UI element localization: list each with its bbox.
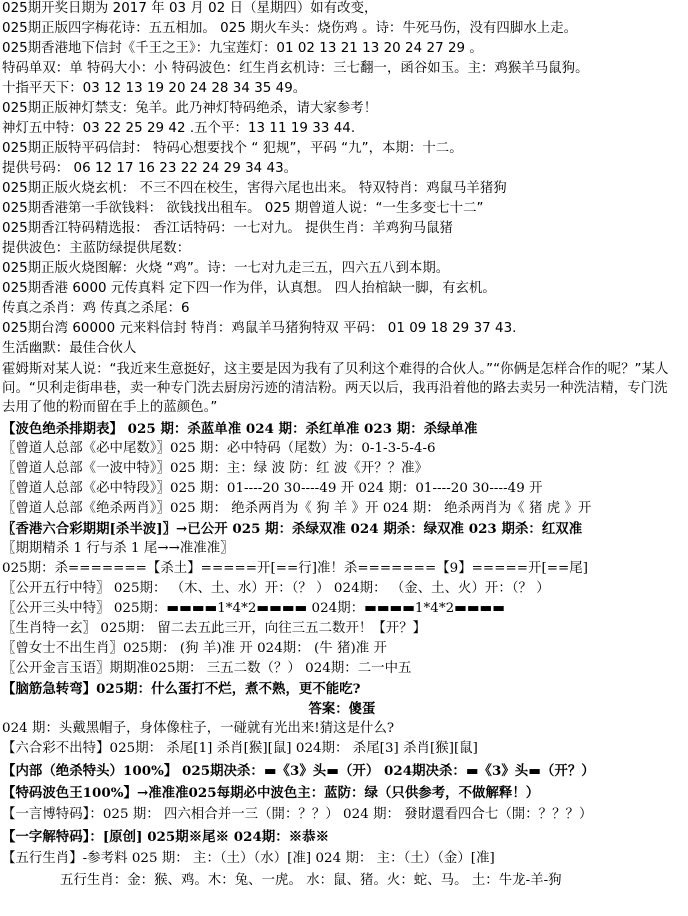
ms-zeng-line: 〖曾女士不出生肖〗025期： (狗 羊)准 开 024期： (牛 猪)准 开 [2, 641, 387, 656]
ten-fingers-line: 十指平天下：03 12 13 19 20 24 28 34 35 49。 [2, 81, 307, 96]
provided-numbers-line: 提供号码： 06 12 17 16 23 22 24 29 34 43。 [2, 161, 298, 176]
lamp-forbid-line: 025期正版神灯禁支：兔羊。此乃神灯特码绝杀，请大家参考！ [2, 101, 378, 116]
must-segment-line: 〖曾道人总部《必中特段》〗025 期：01----20 30----49 开 024 期：01----20 30----49 开 [2, 481, 543, 496]
hk-half-wave-line: 〖香港六合彩期期[杀半波]〗→已公开 025 期：杀绿双准 024 期杀：绿双准 023 期杀：红双准 [2, 521, 583, 537]
fire-diagram-line: 025期正版火烧图解：火烧 “鸡”。诗：一七对九走三五，四六五八到本期。 [2, 261, 450, 276]
fire-mystery-line: 025期正版火烧玄机： 不三不四在校生，害得六尾也出来。 特双特肖：鸡鼠马羊猪狗 [2, 181, 507, 196]
special-code-attributes-line: 特码单双：单 特码大小：小 特码波色：红生肖玄机诗：三七翻一，函谷如玉。主：鸡猴羊马鼠狗。 [2, 61, 589, 76]
three-heads-line: 〖公开三头中特〗 025期：▬▬▬▬1*4*2▬▬▬▬ 024期：▬▬▬▬1*4*2▬▬▬▬ [2, 601, 505, 616]
one-char-line: 【一字解特码】：[原创] 025期※尾※ 024期：※恭※ [2, 829, 330, 845]
golden-words-line: 〖公开金言玉语〗期期准025期： 三五二数（？） 024期：二一中五 [2, 661, 412, 676]
riddle-024-line: 024 期：头戴黑帽子，身体像柱子，一碰就有光出来!猜这是什么? [2, 721, 395, 736]
wave-kill-schedule-line: 【波色绝杀排期表】 025 期：杀蓝单准 024 期：杀红单准 023 期：杀绿单准 [2, 421, 478, 437]
humor-story-paragraph: 霍姆斯对某人说：“我近来生意挺好，这主要是因为我有了贝利这个难得的合伙人。”“你俩是怎样合作的呢？”某人问。“贝利走街串巷，卖一种专门洗去厨房污迹的清洁粉。两天以后，我再沿着他的路去卖另一种洗洁精，专门洗去用了他的粉而留在手上的蓝颜色。” [2, 362, 669, 415]
fax-kill-line: 传真之杀肖：鸡 传真之杀尾：6 [2, 301, 190, 316]
hk-underground-letter-line: 025期香港地下信封《千王之王》：九宝莲灯：01 02 13 21 13 20 24 27 29 。 [2, 41, 483, 56]
xiangjiang-report-line: 025期香江特码精选报： 香江话特码：一七对九。 提供生肖：羊鸡狗马鼠猪 [2, 221, 453, 236]
plum-poem-line: 025期正版四字梅花诗：五五相加。 025 期火车头：烧伤鸡 。诗：牛死马伤，没有四脚水上走。 [2, 21, 578, 36]
one-wave-line: 〖曾道人总部《一波中特》〗025 期：主：绿 波 防：红 波《开？？准》 [2, 461, 429, 476]
five-elements-line: 〖公开五行中特〗 025期： （木、土、水）开：（？ ） 024期： （金、土、火）开：（？ ） [2, 581, 550, 596]
zodiac-mystery-line: 〖生肖特一玄〗 025期： 留二去五此三开，向往三五二数开！【开？】 [2, 621, 427, 636]
wave-king-line: 【特码波色王100%】→准准准025每期必中波色主：蓝防：绿（只供参考，不做解释！） [2, 785, 540, 801]
must-tail-line: 〖曾道人总部《必中尾数》〗025 期：必中特码（尾数）为：0-1-3-5-4-6 [2, 441, 436, 456]
lamp-five-picks-line: 神灯五中特：03 22 25 29 42 .五个平：13 11 19 33 44. [2, 121, 356, 136]
taiwan-letter-line: 025期台湾 60000 元来料信封 特肖：鸡鼠羊马猪狗特双 平码： 01 09 18 29 37 43. [2, 321, 517, 336]
brain-teaser-line: 【脑筋急转弯】025期：什么蛋打不烂，煮不熟，更不能吃? [2, 681, 361, 697]
internal-kill-head-line: 【内部（绝杀特头）100%】 025期决杀：▬《3》头▬（开） 024期决杀：▬《3》头▬（开？） [2, 763, 595, 779]
draw-date-line: 025期开奖日期为 2017 年 03 月 02 日（星期四）如有改变， [2, 1, 378, 16]
special-flat-letter-line: 025期正版特平码信封： 特码心想要找个 “ 犯规”，平码 “九”，本期：十二。 [2, 141, 463, 156]
kill-row-tail-heading: 〖期期精杀 1 行与杀 1 尾→→准准准〗 [2, 541, 234, 556]
humor-title-line: 生活幽默：最佳合伙人 [2, 341, 137, 356]
kill-two-zodiac-line: 〖曾道人总部《绝杀两肖》〗025 期： 绝杀两肖为《 狗 羊 》开 024 期： 绝杀两肖为《 猪 虎 》开 [2, 501, 592, 516]
five-element-zodiac-line: 【五行生肖】-参考料 025 期： 主：（土）（水）[准] 024 期： 主：（土）（金）[准] [2, 851, 495, 866]
brain-teaser-answer: 答案：傻蛋 [308, 701, 376, 717]
kill-earth-nine-line: 025期：杀=======【杀土】=====开[==行]准！杀=======【9】=====开[==尾] [2, 561, 588, 576]
one-word-bet-line: 【一言博特码】：025 期： 四六相合并一三（開：？？） 024 期： 發財還看四合七（開：？？？） [2, 807, 593, 822]
hk-first-hand-line: 025期香港第一手欲钱料： 欲钱找出租车。 025 期曾道人说：“一生多变七十二” [2, 201, 484, 216]
five-element-zodiac-legend: 五行生肖：金：猴、鸡。木：兔、一虎。 水：鼠、猪。火：蛇、马。 土：牛龙-羊-狗 [60, 873, 562, 888]
hk-fax-line: 025期香港 6000 元传真料 定下四一作为伴，认真想。 四人抬棺缺一脚，有玄机。 [2, 281, 496, 296]
no-special-line: 【六合彩不出特】025期： 杀尾[1] 杀肖[猴][鼠] 024期： 杀尾[3] 杀肖[猴][鼠] [2, 741, 478, 756]
wave-color-line: 提供波色：主蓝防绿提供尾数： [2, 241, 191, 256]
